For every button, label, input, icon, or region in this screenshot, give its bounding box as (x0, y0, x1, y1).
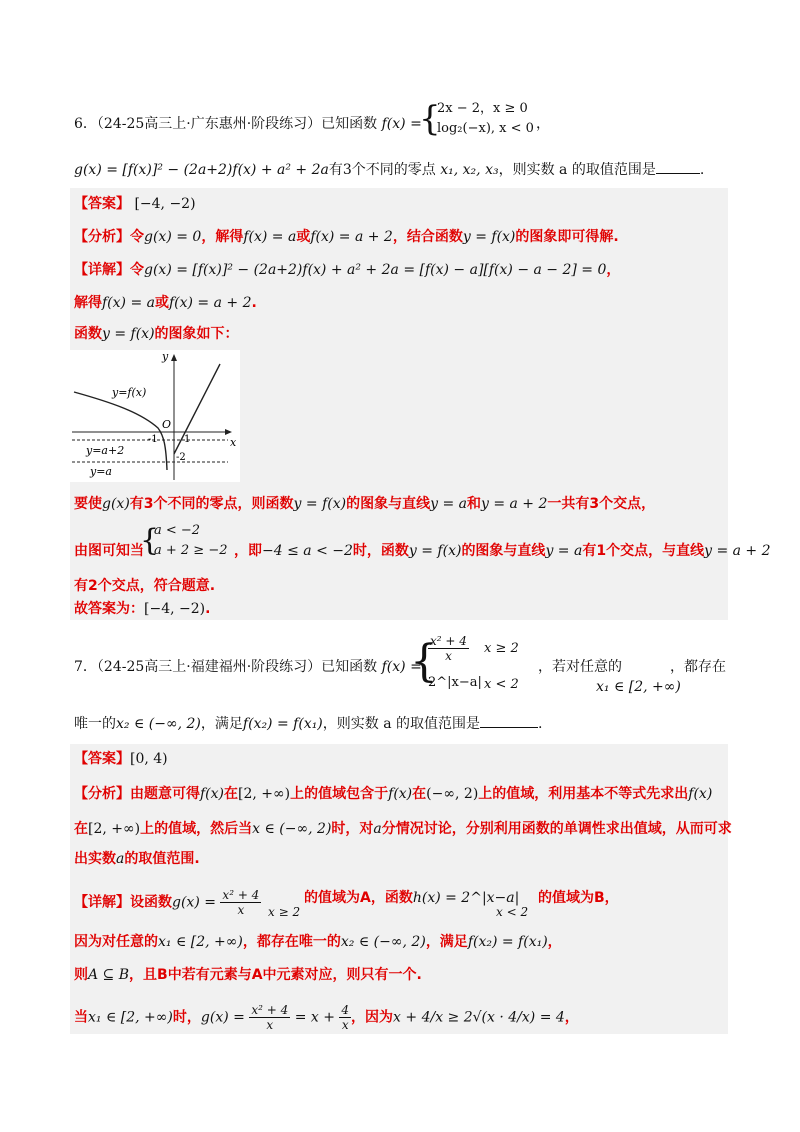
a6-case1: a < −2 (154, 523, 201, 538)
a7-detail-2 (74, 932, 562, 952)
a6-an-t5: 的图象即可得解. (515, 229, 619, 245)
a7-analysis-1 (74, 784, 712, 804)
a6-condition (74, 494, 655, 514)
q7-x1-range: x₁ ∈ [2, +∞) (596, 679, 681, 695)
q6-end: . (699, 162, 705, 178)
a7-an2-t4: 分情况讨论，分别利用函数的单调性求出值域，从而可求 (381, 821, 732, 837)
a7-analysis-2 (74, 819, 732, 839)
q6-f-def: f(x) = (381, 116, 422, 132)
a7-d4-mid: = x + (294, 1009, 335, 1026)
a7-d4-g: g(x) = (200, 1009, 245, 1026)
a6-analysis (74, 227, 619, 247)
q7-brace: { (410, 636, 438, 687)
label-x: x (230, 436, 237, 449)
a7-d3-eq: A ⊆ B (88, 967, 130, 983)
q7-case1-cond: x ≥ 2 (484, 641, 519, 656)
a7-detail-1 (74, 888, 261, 917)
q7-mid: ，若对任意的 (538, 659, 622, 675)
function-graph (70, 350, 240, 482)
a7-d1-cond: x ≥ 2 (268, 905, 301, 919)
a6-f-eq: −4 ≤ a < −2 (262, 543, 353, 559)
q6-answer-blank (656, 161, 700, 174)
q6-line2 (74, 160, 704, 180)
label-neg1: -1 (148, 434, 158, 445)
q7-f-def: f(x) = (381, 659, 422, 675)
a6-s-t2: 或 (154, 295, 169, 311)
a6-s-end: . (251, 295, 257, 311)
q7-case1-num: x² + 4 (430, 634, 467, 648)
a7-an2-eq1: [2, +∞) (88, 821, 141, 837)
a7-an3-t1: 出实数 (74, 851, 116, 867)
a6-d-t1: 令 (130, 262, 144, 278)
a7-d4-frac1 (249, 1003, 290, 1032)
a7-d2-t2: ，都存在唯一的 (242, 934, 341, 950)
a6-c-t3: 的图象与直线 (346, 496, 431, 512)
a6-an-eq2: f(x) = a (243, 229, 297, 245)
q6-g-def: g(x) = [f(x)]² − (2a+2)f(x) + a² + 2a (74, 162, 329, 178)
a7-an2-t3: 时，对 (331, 821, 374, 837)
a6-answer (74, 194, 196, 214)
a7-an-t1: 由题意可得 (130, 786, 200, 802)
a6-c-eq2: y = f(x) (293, 496, 347, 512)
a6-d-eq: g(x) = [f(x)]² − (2a+2)f(x) + a² + 2a = [f(x) − a][f(x) − a − 2] = 0 (144, 262, 607, 278)
a7-an-eq5: f(x) (688, 786, 713, 802)
a6-c-t2: 有3个不同的零点，则函数 (129, 496, 294, 512)
a6-final (74, 599, 210, 619)
a6-c-eq1: g(x) (102, 496, 130, 512)
a6-f-eq3: y = a (545, 543, 583, 559)
a6-f-eq4: y = a + 2 (704, 543, 771, 559)
a6-c-t1: 要使 (74, 496, 102, 512)
q6-case2: log₂(−x), x < 0 (437, 121, 534, 136)
a7-d2-eq1: x₁ ∈ [2, +∞) (158, 934, 243, 950)
q6-brace: { (419, 99, 441, 139)
a7-d4-eq1: x₁ ∈ [2, +∞) (88, 1009, 173, 1026)
a7-d1-cond2: x < 2 (496, 905, 529, 919)
a6-detail (74, 260, 620, 280)
q6-line1 (74, 114, 422, 134)
a6-c-eq3: y = a (430, 496, 467, 512)
a7-answer (74, 749, 168, 769)
q6-zeros: x₁, x₂, x₃ (440, 162, 499, 178)
label-origin: O (162, 418, 172, 431)
a7-d4-end: ， (564, 1009, 579, 1026)
a6-an-eq3: f(x) = a + 2 (310, 229, 393, 245)
a7-detail-1c (538, 888, 619, 908)
q7-case1-frac (428, 634, 469, 663)
q7-l2-t3: ，则实数 a 的取值范围是 (322, 716, 481, 732)
label-y-a: y=a (90, 465, 112, 478)
q7-case2-cond: x < 2 (484, 677, 519, 692)
a6-case2: a + 2 ≥ −2 (154, 543, 228, 558)
a7-an-t2: 在 (224, 786, 239, 802)
a7-d1-t2: 的值域为A，函数 (304, 890, 413, 906)
a7-d4-num: x² + 4 (251, 1003, 289, 1017)
a7-d4-t1: 当 (74, 1009, 88, 1026)
q7-tail: ，都存在 (670, 659, 726, 675)
a6-s-eq1: f(x) = a (102, 295, 155, 311)
a7-detail-label: 【详解】 (74, 894, 130, 911)
a7-an3-eq: a (116, 851, 125, 867)
a6-an-eq4: y = f(x) (462, 229, 516, 245)
a6-an-t3: 或 (296, 229, 311, 245)
q6-case1: 2x − 2，x ≥ 0 (437, 101, 528, 116)
q6-prefix: 6．（24-25高三上·广东惠州·阶段练习）已知函数 (74, 116, 378, 132)
label-fx: y=f(x) (112, 386, 147, 399)
a6-an-t1: 令 (130, 229, 144, 245)
a6-s-t1: 解得 (74, 295, 102, 311)
a7-an2-t2: 上的值域，然后当 (140, 821, 253, 837)
a7-detail-3 (74, 965, 422, 985)
label-y-a2: y=a+2 (86, 444, 125, 457)
a6-f-eq2: y = f(x) (408, 543, 462, 559)
a6-graph-intro (74, 324, 239, 344)
a7-d1-g: g(x) = (172, 894, 216, 911)
a7-d4-den2: x (341, 1018, 349, 1032)
a6-an-t4: ，结合函数 (392, 229, 463, 245)
q6-comma: ， (536, 116, 550, 132)
a6-from-rest (234, 541, 771, 561)
a6-c-eq4: y = a + 2 (480, 496, 548, 512)
a7-detail-1b (304, 888, 519, 908)
a7-an-t4: 在 (412, 786, 427, 802)
label-neg2: -2 (176, 452, 186, 463)
a7-d1-t3: 的值域为B， (538, 890, 619, 906)
a6-c-t4: 和 (466, 496, 481, 512)
a7-d1-h: h(x) = 2^|x−a| (412, 890, 520, 906)
a6-f-t2: ，即 (234, 543, 262, 559)
a7-analysis-label: 【分析】 (74, 786, 130, 802)
a7-an3-t2: 的取值范围. (124, 851, 200, 867)
label-1: 1 (184, 434, 191, 445)
q7-prefix: 7．（24-25高三上·福建福州·阶段练习）已知函数 (74, 659, 378, 675)
q7-case1-den: x (445, 649, 452, 663)
a7-answer-label: 【答案】 (74, 751, 130, 767)
a6-answer-label: 【答案】 (74, 196, 130, 212)
a6-final-end: . (205, 601, 211, 617)
a6-f-t1: 由图可知当 (74, 543, 144, 559)
a6-final-label: 故答案为： (74, 601, 144, 617)
a7-an-eq2: [2, +∞) (238, 786, 291, 802)
a7-an-eq1: f(x) (200, 786, 225, 802)
a6-f-t4: 的图象与直线 (461, 543, 546, 559)
a6-two-points (74, 576, 215, 596)
label-y: y (162, 350, 169, 363)
a6-final-value: [−4, −2) (144, 601, 206, 617)
a7-an-t3: 上的值域包含于 (290, 786, 389, 802)
a7-d4-den: x (266, 1018, 274, 1032)
q6-line2-text: 有3个不同的零点 (328, 162, 436, 178)
q7-l2-eq2: f(x₂) = f(x₁) (242, 716, 323, 732)
a7-d2-eq3: f(x₂) = f(x₁) (467, 934, 548, 950)
a7-an-eq4: (−∞, 2) (426, 786, 479, 802)
q7-l2-end: . (538, 716, 543, 732)
a7-d2-t4: ， (547, 934, 562, 950)
a6-two-pts: 有2个交点，符合题意. (74, 578, 216, 594)
a6-c-t5: 一共有3个交点， (547, 496, 656, 512)
q7-case2-expr: 2^|x−a| (428, 675, 482, 690)
a7-d3-t2: ，且B中若有元素与A中元素对应，则只有一个. (129, 967, 422, 983)
a7-d1-frac (220, 888, 261, 917)
q6-line2-tail: ，则实数 a 的取值范围是 (498, 162, 656, 178)
a7-detail-4 (74, 1003, 579, 1032)
a7-d4-t2: 时， (172, 1009, 201, 1026)
a7-d2-t1: 因为对任意的 (74, 934, 158, 950)
a7-d4-frac2 (339, 1003, 351, 1032)
a7-an2-eq2: x ∈ (−∞, 2) (252, 821, 332, 837)
a7-d4-num2: 4 (341, 1003, 350, 1017)
a6-f-t5: 有1个交点，与直线 (582, 543, 705, 559)
a7-d2-eq2: x₂ ∈ (−∞, 2) (340, 934, 426, 950)
a6-detail-label: 【详解】 (74, 262, 130, 278)
a6-solve (74, 293, 257, 313)
a7-d1-den: x (237, 903, 245, 917)
a6-an-t2: ，解得 (201, 229, 244, 245)
a6-g-eq: y = f(x) (102, 326, 155, 342)
q7-line1 (74, 657, 422, 677)
a6-d-comma: ， (606, 262, 621, 278)
a7-an2-t1: 在 (74, 821, 88, 837)
a7-an-t5: 上的值域，利用基本不等式先求出 (478, 786, 689, 802)
a7-d3-t1: 则 (74, 967, 88, 983)
a6-answer-value: [−4, −2) (134, 196, 196, 212)
a6-f-t3: 时，函数 (352, 543, 409, 559)
a6-brace: { (140, 523, 160, 558)
q7-l2-t1: 唯一的 (74, 716, 116, 732)
a6-an-eq1: g(x) = 0 (144, 229, 202, 245)
a6-g-t2: 的图象如下： (154, 326, 239, 342)
a7-answer-value: [0, 4) (130, 751, 168, 767)
q7-answer-blank (480, 715, 538, 728)
a7-d1-num: x² + 4 (222, 888, 260, 902)
q7-line2 (74, 714, 542, 734)
q7-l2-eq1: x₂ ∈ (−∞, 2) (116, 716, 201, 732)
a7-d2-t3: ，满足 (425, 934, 468, 950)
a7-an2-eq3: a (373, 821, 382, 837)
a6-s-eq2: f(x) = a + 2 (168, 295, 252, 311)
a7-d1-t1: 设函数 (130, 894, 172, 911)
a6-analysis-label: 【分析】 (74, 229, 130, 245)
a7-analysis-3 (74, 849, 200, 869)
q7-l2-t2: ，满足 (200, 716, 243, 732)
a6-g-t1: 函数 (74, 326, 102, 342)
a7-an-eq3: f(x) (388, 786, 413, 802)
a7-d4-t3: ，因为 (351, 1009, 394, 1026)
a6-from-graph (74, 541, 144, 561)
a7-d4-ineq: x + 4/x ≥ 2√(x · 4/x) = 4 (393, 1009, 565, 1026)
